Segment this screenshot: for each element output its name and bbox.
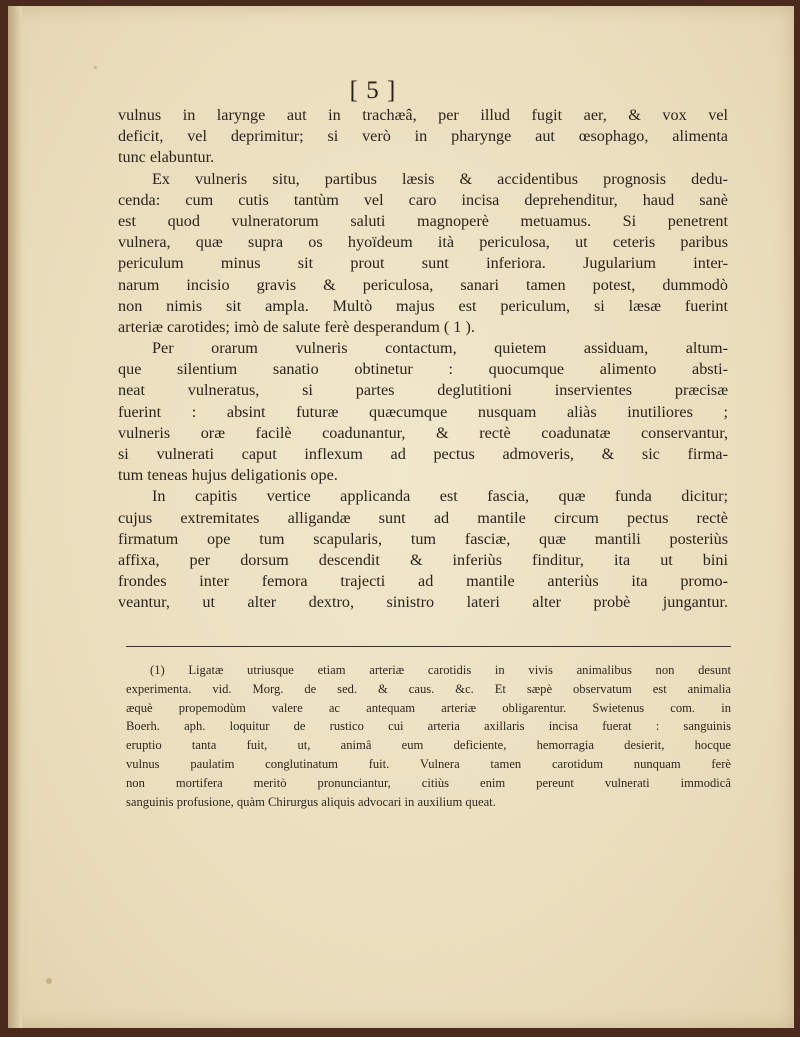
text-line: neat vulneratus, si partes deglutitioni inservientes præcisæ	[118, 381, 728, 400]
paragraph-start: Per orarum vulneris contactum, quietem assiduam, altum-	[152, 339, 728, 358]
text-line: vulnera, quæ supra os hyoïdeum ità periculosa, ut ceteris paribus	[118, 233, 728, 252]
footnote-line: Boerh. aph. loquitur de rustico cui arteria axillaris incisa fuerat : sanguinis	[126, 719, 731, 734]
footnote-line: experimenta. vid. Morg. de sed. & caus. &c. Et sæpè observatum est animalia	[126, 681, 731, 696]
text-line: fuerint : absint futuræ quæcumque nusquam aliàs inutiliores ;	[118, 402, 728, 421]
footnote-line: vulnus paulatim conglutinatum fuit. Vulnera tamen carotidum nunquam ferè	[126, 756, 731, 771]
footnote-separator	[126, 646, 731, 647]
footnote	[126, 661, 731, 811]
footnote-line: sanguinis profusione, quàm Chirurgus aliquis advocari in auxilium queat.	[126, 794, 496, 809]
text-line: tunc elabuntur.	[118, 148, 215, 167]
text-line: tum teneas hujus deligationis ope.	[118, 466, 338, 485]
text-line: arteriæ carotides; imò de salute ferè desperandum ( 1 ).	[118, 317, 475, 336]
page-gutter	[8, 6, 22, 1028]
text-line: frondes inter femora trajecti ad mantile anteriùs ita promo-	[118, 572, 728, 591]
page-number: [ 5 ]	[349, 77, 397, 104]
text-line: si vulnerati caput inflexum ad pectus admoveris, & sic firma-	[118, 445, 728, 463]
text-line: vulnus in larynge aut in trachæâ, per illud fugit aer, & vox vel	[118, 106, 728, 124]
paragraph-start: In capitis vertice applicanda est fascia, quæ funda dicitur;	[152, 487, 728, 506]
text-line: narum incisio gravis & periculosa, sanari tamen potest, dummodò	[118, 275, 728, 294]
paper-stain	[46, 978, 52, 984]
text-line: cenda: cum cutis tantùm vel caro incisa deprehenditur, haud sanè	[118, 190, 728, 209]
book-page	[8, 6, 794, 1028]
text-line: que silentium sanatio obtinetur : quocumque alimento absti-	[118, 360, 728, 379]
footnote-line: non mortifera meritò pronunciantur, citiùs enim pereunt vulnerati immodicâ	[126, 775, 731, 790]
text-line: veantur, ut alter dextro, sinistro lateri alter probè jungantur.	[118, 593, 728, 612]
text-line: deficit, vel deprimitur; si verò in pharynge aut œsophago, alimenta	[118, 127, 728, 146]
text-line: cujus extremitates alligandæ sunt ad mantile circum pectus rectè	[118, 508, 728, 527]
footnote-line: eruptio tanta fuit, ut, animâ eum deficiente, hemorragia desierit, hocque	[126, 738, 731, 753]
text-line: est quod vulneratorum saluti magnoperè metuamus. Si penetrent	[118, 211, 728, 230]
text-line: firmatum ope tum scapularis, tum fasciæ, quæ mantili posteriùs	[118, 529, 728, 548]
body-text	[118, 105, 728, 614]
paper-stain	[94, 66, 97, 69]
text-line: non nimis sit ampla. Multò majus est periculum, si læsæ fuerint	[118, 296, 728, 315]
footnote-line: (1) Ligatæ utriusque etiam arteriæ carotidis in vivis animalibus non desunt	[150, 663, 731, 677]
paragraph-start: Ex vulneris situ, partibus læsis & accidentibus prognosis dedu-	[152, 169, 728, 188]
footnote-line: æquè propemodùm valere ac antequam arteriæ obligarentur. Swietenus com. in	[126, 700, 731, 715]
text-line: affixa, per dorsum descendit & inferiùs finditur, ita ut bini	[118, 550, 728, 569]
text-line: vulneris oræ facilè coadunantur, & rectè coadunatæ conservantur,	[118, 423, 728, 442]
text-line: periculum minus sit prout sunt inferiora. Jugularium inter-	[118, 254, 728, 273]
